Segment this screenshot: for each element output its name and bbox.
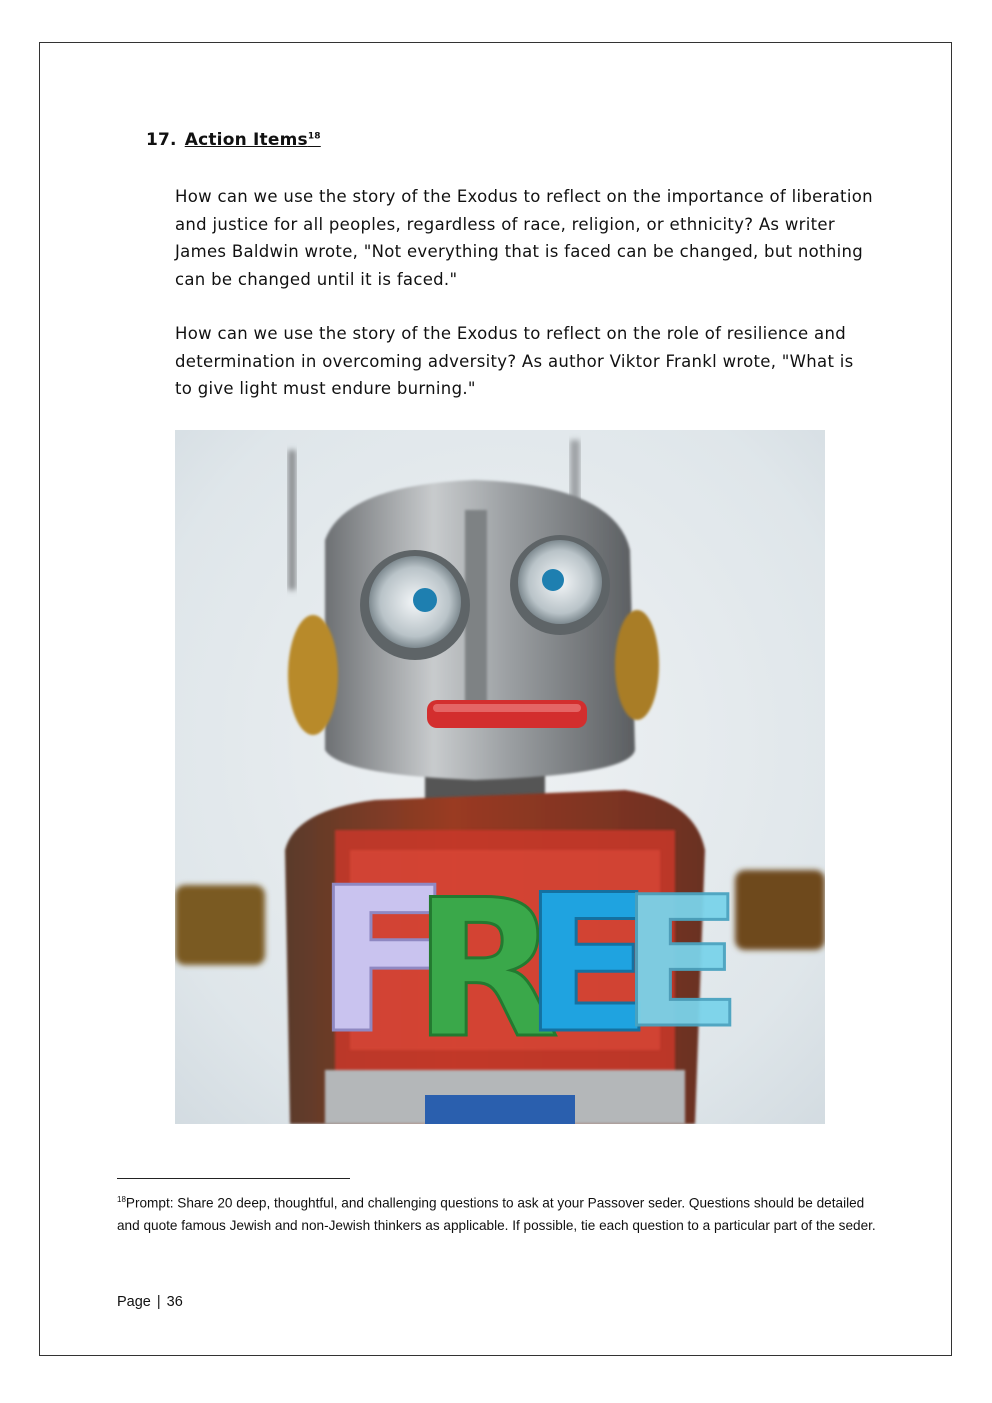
- paragraph-frankl: How can we use the story of the Exodus to reflect on the role of resilience and determination in overcoming adversity? As author Viktor Frankl wrote, "What is to give light must endure burning.": [175, 324, 854, 398]
- page-label: Page: [117, 1294, 151, 1310]
- footnote-reference[interactable]: 18: [307, 131, 321, 142]
- footnote-text: Prompt: Share 20 deep, thoughtful, and challenging questions to ask at your Passover seder. Questions should be detailed and quote famous Jewish and non-Jewish thinkers as applicable. If possible, tie each question to a particular part of the seder.: [117, 1195, 876, 1233]
- section-title: Action Items$^{18}$: [184, 130, 321, 150]
- letter-r: R: [413, 859, 560, 1080]
- letter-e2: E: [620, 859, 743, 1068]
- footnote: [117, 1189, 877, 1237]
- page-separator: |: [156, 1294, 161, 1310]
- footnote-rule: [117, 1178, 350, 1179]
- footnote-mark: 18: [117, 1195, 126, 1204]
- robot-free-photo: [175, 430, 825, 1124]
- section-heading: [146, 130, 321, 150]
- page-number: 36: [166, 1294, 183, 1310]
- section-number: 17.: [146, 130, 177, 150]
- paragraph-baldwin: How can we use the story of the Exodus to reflect on the importance of liberation and justice for all peoples, regardless of race, religion, or ethnicity? As writer James Baldwin wrote, "Not everything that is faced can be changed, but nothing can be changed until it is faced.": [175, 187, 873, 289]
- letter-f: F: [315, 845, 452, 1078]
- page-footer: [117, 1294, 183, 1310]
- letter-e1: E: [523, 854, 653, 1075]
